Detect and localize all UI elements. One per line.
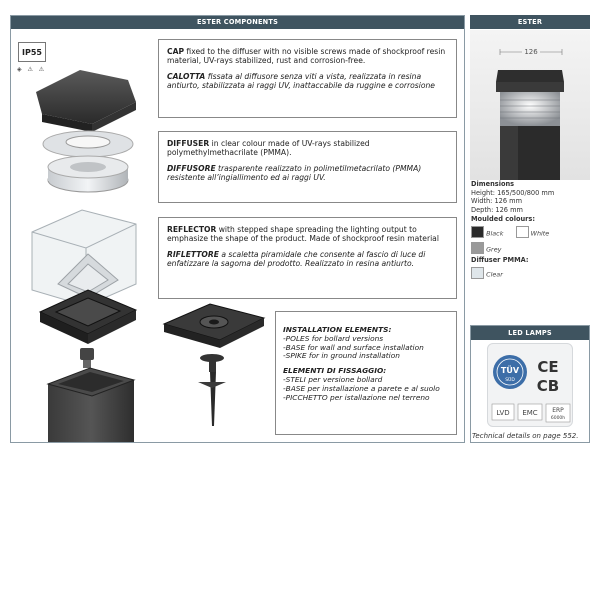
diffuser-pmma-title: Diffuser PMMA: [471,255,529,264]
fixing-elements-drawing [160,300,270,435]
black-swatch [471,226,484,238]
reflector-part [40,290,136,344]
depth-value: Depth: 126 mm [471,205,523,214]
certification-badge [487,343,573,427]
white-swatch [516,226,529,238]
lvd-mark: LVD [496,409,510,417]
dimensions-title: Dimensions [471,180,515,188]
black-label: Black [486,229,504,238]
led-module-part [43,131,133,192]
dimension-label: 126 [524,48,538,56]
bollard-body-part [48,368,134,442]
grey-label: Grey [486,245,502,254]
led-lamps-header: LED LAMPS [471,326,589,340]
product-photo [470,30,590,180]
ester-header: ESTER [470,15,590,29]
tuv-label: TÜV [500,366,520,375]
certification-icons: ◈ ⚠ ⚠ [17,66,47,73]
ce-mark: CE [537,358,559,376]
emc-mark: EMC [522,409,538,417]
spike-part [198,354,226,426]
connector-part [80,348,94,368]
cb-mark: CB [536,377,560,395]
technical-details-note: Technical details on page 552. [472,432,579,440]
base-plate-part [164,304,264,348]
grey-swatch [471,242,484,254]
height-value: Height: 165/500/800 mm [471,188,555,197]
cap-description: CAP fixed to the diffuser with no visible screws made of shockproof resin material, UV-rays stabilized, rust and corrosion-free. CALOTTA fissata al diffusore senza viti a vista, realizzata in resina antiurto, stabilizzata ai raggi UV, inattaccabile da ruggine e corrosione [158,39,457,118]
white-label: White [530,229,550,238]
left-header: ESTER COMPONENTS [10,15,465,29]
reflector-description: REFLECTOR with stepped shape spreading the lighting output to emphasize the shape of the product. Made of shockproof resin material RIFLETTORE a scaletta piramidale che consente al fascio di luce di enfatizzare la sagoma del prodotto. Realizzato in resina antiurto. [158,217,457,299]
erp-hours: 6000h [550,416,566,421]
tuv-sud-icon [493,355,527,389]
sud-label: SÜD [505,378,515,383]
cap-part [36,70,136,132]
width-value: Width: 126 mm [471,197,523,206]
clear-label: Clear [486,269,503,278]
ip-rating-badge: IP55 [18,42,46,62]
installation-elements: INSTALLATION ELEMENTS: -POLES for bollard versions -BASE for wall and surface installation -SPIKE for in ground installation ELEMENTI DI FISSAGGIO: -STELI per versione bollard -BASE per installazione a parete e al suolo -PICCHETTO per istallazione nel terreno [275,311,457,435]
erp-mark: ERP [552,407,564,414]
clear-swatch [471,267,484,279]
colours-title: Moulded colours: [471,215,535,224]
diffuser-description: DIFFUSER in clear colour made of UV-rays stabilized polymethylmethacrilate (PMMA). DIFFUSORE trasparente realizzato in polimetilmetacrilato (PMMA) resistente all’ingiallimento ed ai raggi UV. [158,131,457,203]
product-specs [471,180,554,279]
